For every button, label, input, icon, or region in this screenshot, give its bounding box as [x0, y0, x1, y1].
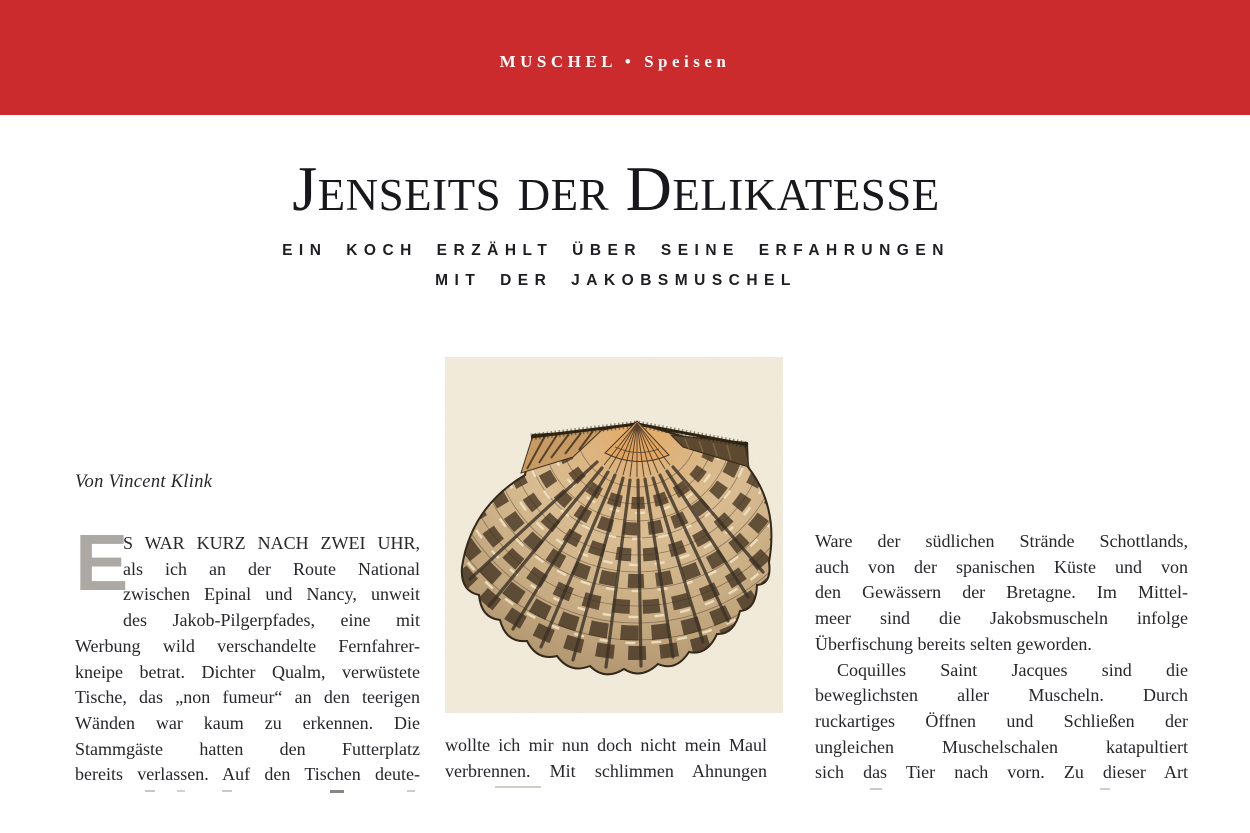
column-middle — [445, 733, 767, 790]
column-right — [815, 529, 1188, 792]
text-line: Stammgäste hatten den Futterplatz — [75, 738, 420, 759]
article-title: Jenseits der Delikatesse — [292, 153, 940, 224]
subtitle-line-1: EIN KOCH ERZÄHLT ÜBER SEINE ERFAHRUNGEN — [282, 242, 950, 259]
text-line: ungleichen Muschelschalen katapultiert — [815, 736, 1188, 757]
text-line: des Jakob-Pilgerpfades, eine mit — [123, 610, 420, 631]
text-line: Tische, das „non fumeur“ an den teerigen — [75, 687, 420, 708]
text-line: Überfischung bereits selten geworden. — [815, 633, 1092, 654]
text-line: den Gewässern der Bretagne. Im Mittel- — [815, 582, 1188, 603]
clipped-text-remnant — [445, 786, 767, 790]
scallop-illustration — [445, 357, 783, 713]
column-left — [75, 518, 420, 794]
text-line: sich das Tier nach vorn. Zu dieser Art — [815, 762, 1188, 783]
text-line: kneipe betrat. Dichter Qualm, verwüstete — [75, 661, 420, 682]
text-line: Coquilles Saint Jacques sind die — [837, 659, 1188, 680]
text-line: Wänden war kaum zu erkennen. Die — [75, 712, 420, 733]
byline: Von Vincent Klink — [75, 472, 213, 492]
clipped-text-remnant — [75, 790, 420, 794]
text-line: auch von der spanischen Küste und von — [815, 556, 1188, 577]
header-band — [0, 0, 1250, 115]
subtitle-line-2: MIT DER JAKOBSMUSCHEL — [435, 272, 797, 289]
scallop-shell-image — [445, 357, 783, 713]
text-line: S WAR KURZ NACH ZWEI UHR, — [123, 533, 420, 553]
text-line: wollte ich mir nun doch nicht mein Maul — [445, 735, 767, 755]
text-line: meer sind die Jakobsmuscheln infolge — [815, 608, 1188, 629]
article-subtitle — [0, 236, 1232, 296]
text-line: als ich an der Route National — [123, 558, 420, 579]
clipped-text-remnant — [815, 788, 1188, 792]
text-line: beweglichsten aller Muscheln. Durch — [815, 685, 1188, 706]
text-line: verbrennen. Mit schlimmen Ahnungen — [445, 760, 767, 781]
text-line: ruckartiges Öffnen und Schließen der — [815, 710, 1188, 731]
text-line: Werbung wild verschandelte Fernfahrer- — [75, 635, 420, 656]
section-label: MUSCHEL • Speisen — [499, 51, 731, 71]
dropcap-letter: E — [75, 518, 129, 607]
text-line: zwischen Epinal und Nancy, unweit — [123, 584, 420, 605]
text-line: Ware der südlichen Strände Schottlands, — [815, 531, 1188, 551]
text-line: bereits verlassen. Auf den Tischen deute- — [75, 764, 420, 785]
